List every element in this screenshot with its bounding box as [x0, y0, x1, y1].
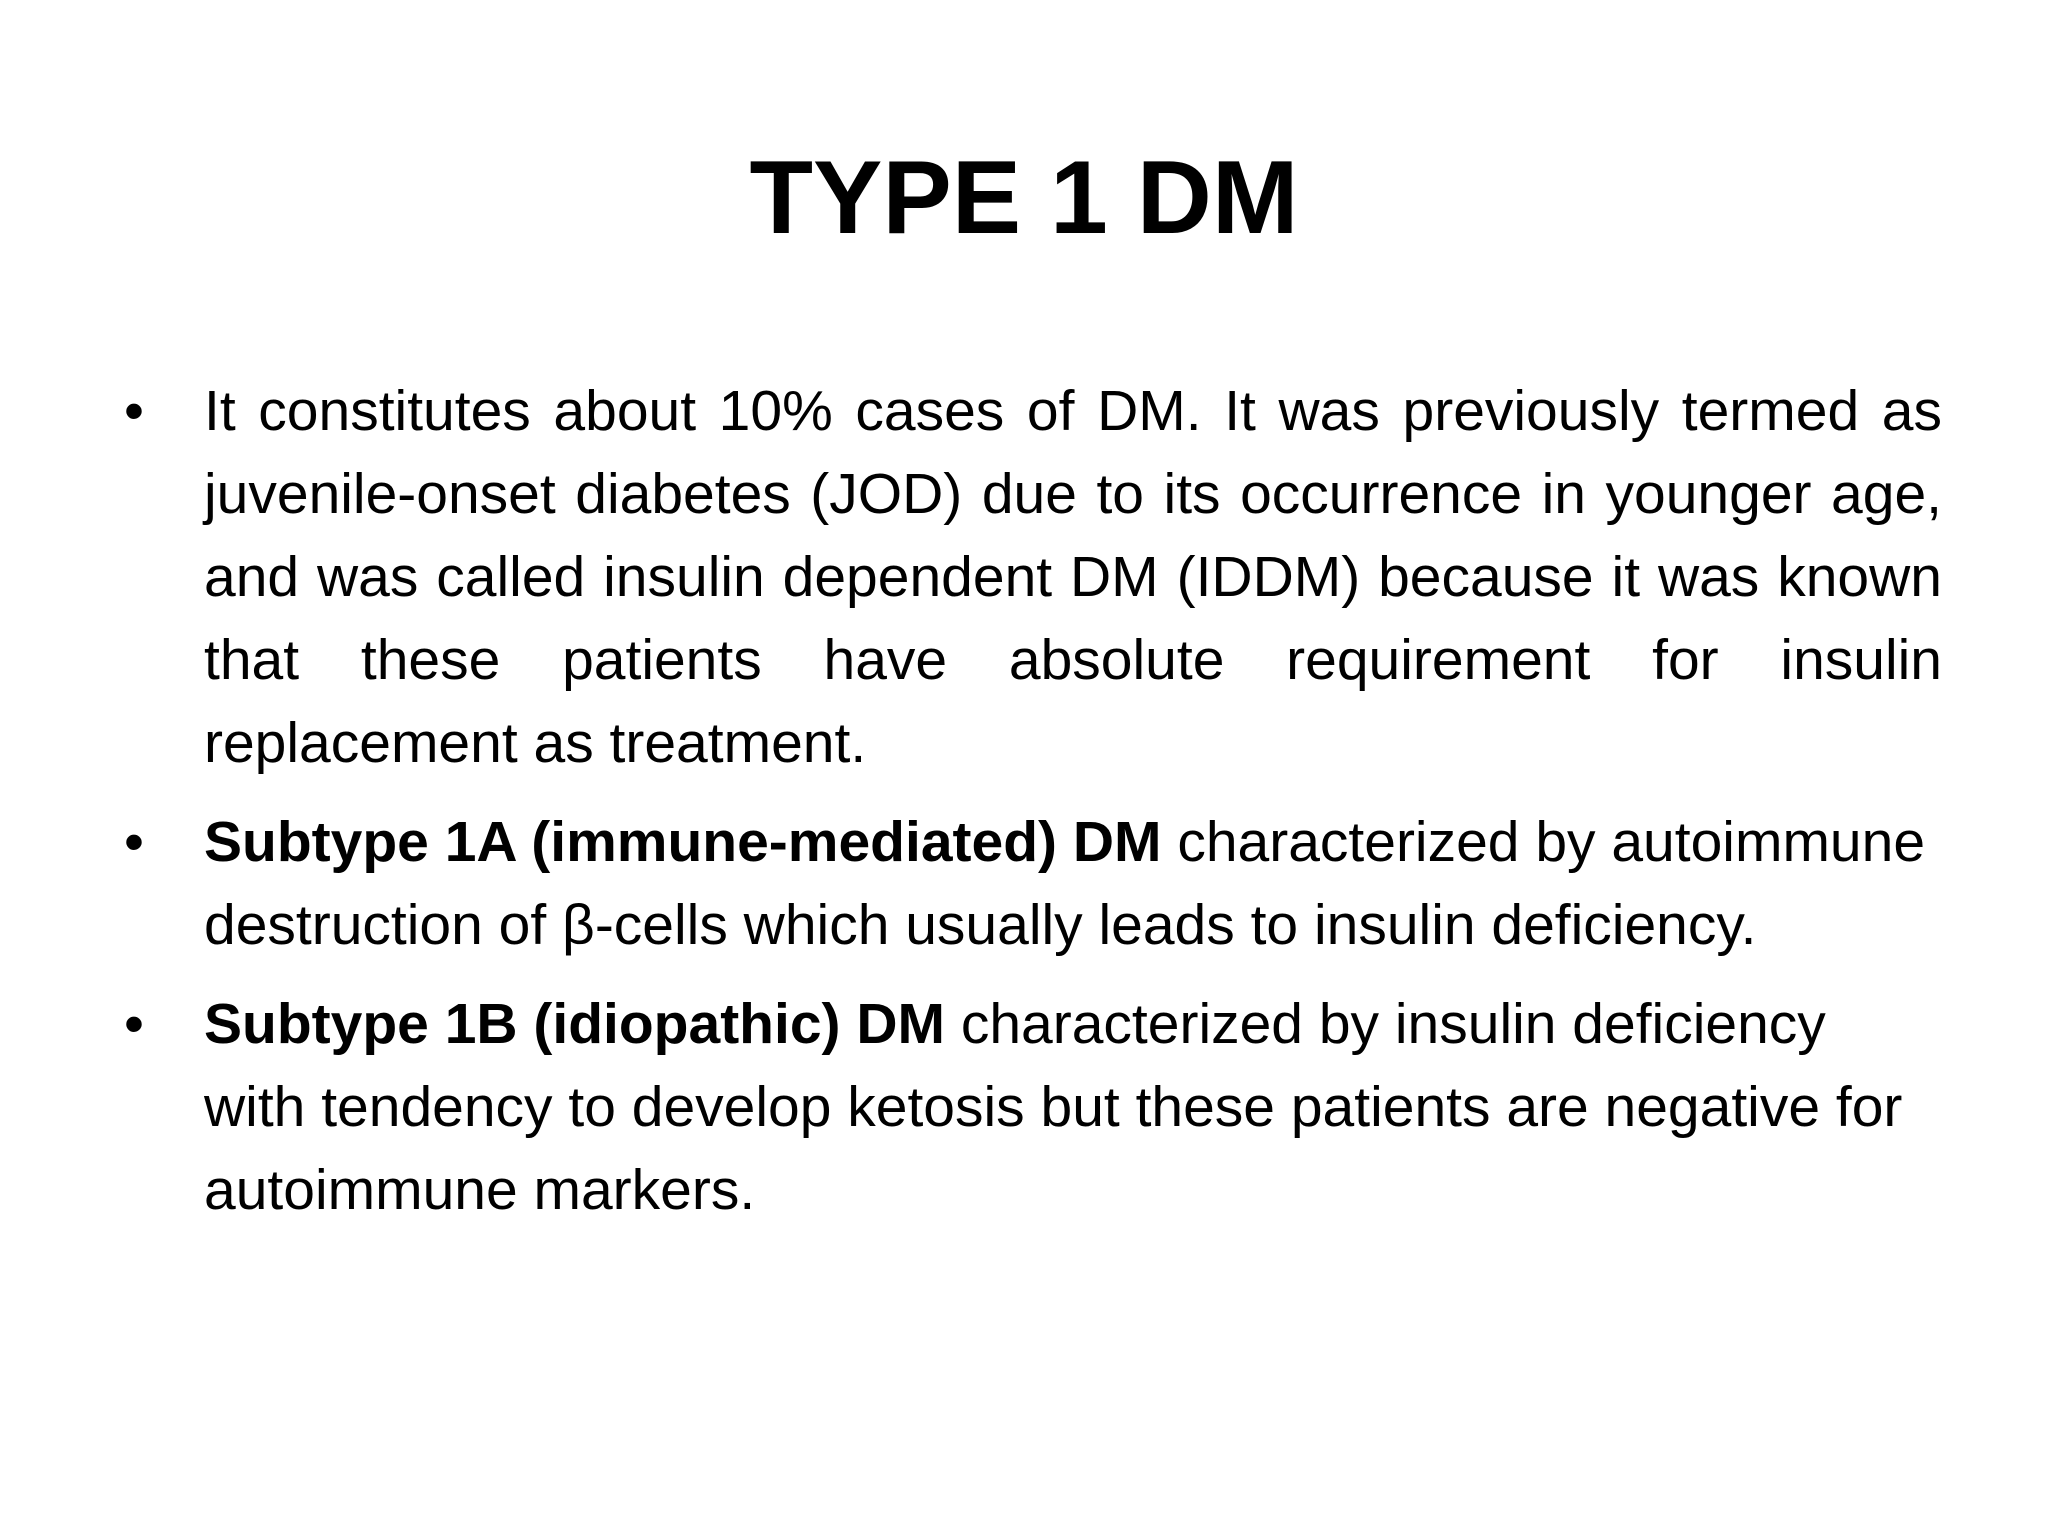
bullet-text: characterized by autoimmune destruction of β-cells which usually leads to insulin deficiency. — [204, 810, 1926, 957]
bullet-term: Subtype 1B (idiopathic) DM — [204, 992, 945, 1056]
bullet-list — [112, 370, 1942, 1248]
bullet-item-overview — [112, 370, 1942, 785]
bullet-item-subtype-1a — [112, 801, 1942, 967]
bullet-marker: • — [124, 379, 144, 443]
slide-title: TYPE 1 DM — [749, 140, 1299, 256]
bullet-marker: • — [124, 810, 144, 874]
bullet-term: Subtype 1A (immune-mediated) DM — [204, 810, 1162, 874]
bullet-text: characterized by insulin deficiency with tendency to develop ketosis but these patients are negative for autoimmune markers. — [204, 992, 1903, 1222]
bullet-marker: • — [124, 992, 144, 1056]
bullet-text: It constitutes about 10% cases of DM. It was previously termed as juvenile-onset diabetes (JOD) due to its occurrence in younger age, and was called insulin dependent DM (IDDM) because it was known that these patients have absolute requirement for insulin replacement as treatment. — [204, 379, 1942, 775]
bullet-item-subtype-1b — [112, 983, 1942, 1232]
